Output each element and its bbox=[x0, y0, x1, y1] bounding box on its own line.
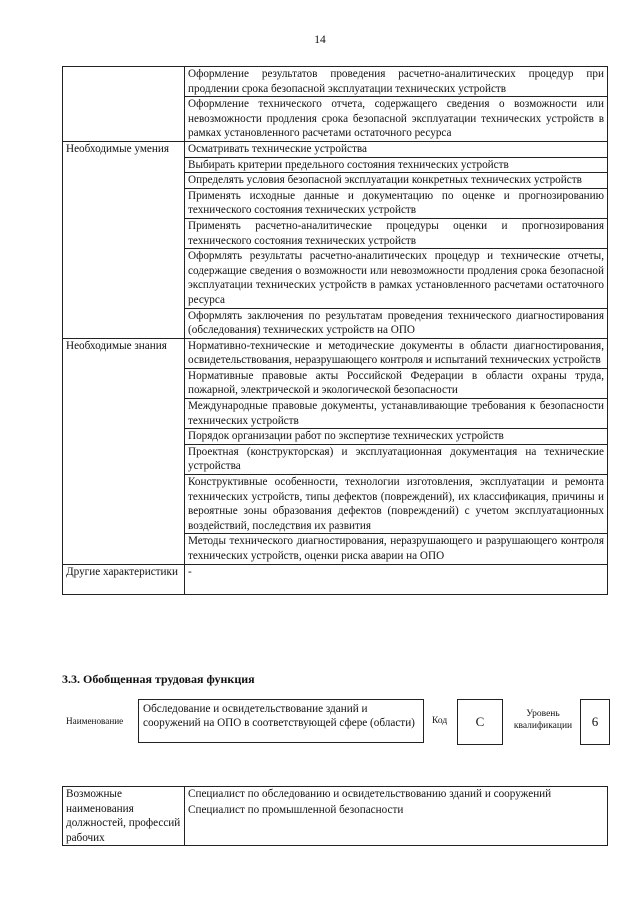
competency-table bbox=[62, 66, 608, 595]
row-label-other: Другие характеристики bbox=[63, 564, 185, 594]
table-row bbox=[63, 67, 608, 97]
row-label bbox=[63, 67, 185, 142]
name-label: Наименование bbox=[66, 716, 124, 726]
table-cell: Определять условия безопасной эксплуатации конкретных технических устройств bbox=[185, 173, 608, 189]
table-cell: Проектная (конструкторская) и эксплуатационная документация на технические устройства bbox=[185, 444, 608, 474]
table-cell: Осматривать технические устройства bbox=[185, 141, 608, 157]
table-cell: Применять расчетно-аналитические процедуры оценки и прогнозирования технического состояния технических устройств bbox=[185, 218, 608, 248]
positions-label: Возможные наименования должностей, профессий рабочих bbox=[63, 787, 185, 846]
position-item: Специалист по обследованию и освидетельствованию зданий и сооружений bbox=[188, 788, 552, 800]
table-cell: - bbox=[185, 564, 608, 594]
table-cell: Оформлять заключения по результатам проведения технического диагностирования (обследования) технических устройств на ОПО bbox=[185, 308, 608, 338]
row-label-skills: Необходимые умения bbox=[63, 141, 185, 338]
section-title: 3.3. Обобщенная трудовая функция bbox=[62, 672, 255, 686]
table-cell: Международные правовые документы, устанавливающие требования к безопасности технических устройств bbox=[185, 399, 608, 429]
table-row bbox=[63, 141, 608, 157]
table-cell: Методы технического диагностирования, неразрушающего и разрушающего контроля технических устройств, оценки риска аварии на ОПО bbox=[185, 534, 608, 564]
row-label-knowledge: Необходимые знания bbox=[63, 338, 185, 564]
code-label: Код bbox=[432, 716, 448, 726]
table-cell: Оформлять результаты расчетно-аналитических процедур и технические отчеты, содержащие сведения о возможности или невозможности продления срока безопасной эксплуатации технических устройств в рамках установленного расчетами остаточного ресурса bbox=[185, 249, 608, 308]
table-cell: Конструктивные особенности, технологии изготовления, эксплуатации и ремонта технических устройств, типы дефектов (повреждений), их классификация, причины и вероятные зоны образования дефектов (повреждений) с учетом эксплуатационных воздействий, последствия их развития bbox=[185, 475, 608, 534]
table-row bbox=[63, 564, 608, 594]
table-row bbox=[63, 338, 608, 368]
level-label: Уровень квалификации bbox=[513, 709, 573, 731]
table-row bbox=[63, 787, 608, 846]
table-cell: Нормативные правовые акты Российской Федерации в области охраны труда, пожарной, электрической и экологической безопасности bbox=[185, 368, 608, 398]
level-value-box: 6 bbox=[580, 699, 610, 745]
code-value-box: C bbox=[457, 699, 503, 745]
positions-cell bbox=[185, 787, 608, 846]
table-cell: Нормативно-технические и методические документы в области диагностирования, освидетельствования, неразрушающего контроля и испытаний технических устройств bbox=[185, 338, 608, 368]
positions-table bbox=[62, 786, 608, 846]
table-cell: Применять исходные данные и документацию по оценке и прогнозированию технического состояния технических устройств bbox=[185, 188, 608, 218]
name-value-box: Обследование и освидетельствование зданий и сооружений на ОПО в соответствующей сфере (области) bbox=[138, 699, 424, 743]
table-cell: Порядок организации работ по экспертизе технических устройств bbox=[185, 429, 608, 445]
table-cell: Оформление технического отчета, содержащего сведения о возможности или невозможности продления срока безопасной эксплуатации технических устройств в рамках установленного расчетами остаточного ресурса bbox=[185, 97, 608, 142]
page-number: 14 bbox=[314, 34, 326, 46]
position-item: Специалист по промышленной безопасности bbox=[188, 803, 404, 816]
table-cell: Выбирать критерии предельного состояния технических устройств bbox=[185, 157, 608, 173]
table-cell: Оформление результатов проведения расчетно-аналитических процедур при продлении срока безопасной эксплуатации технических устройств bbox=[185, 67, 608, 97]
